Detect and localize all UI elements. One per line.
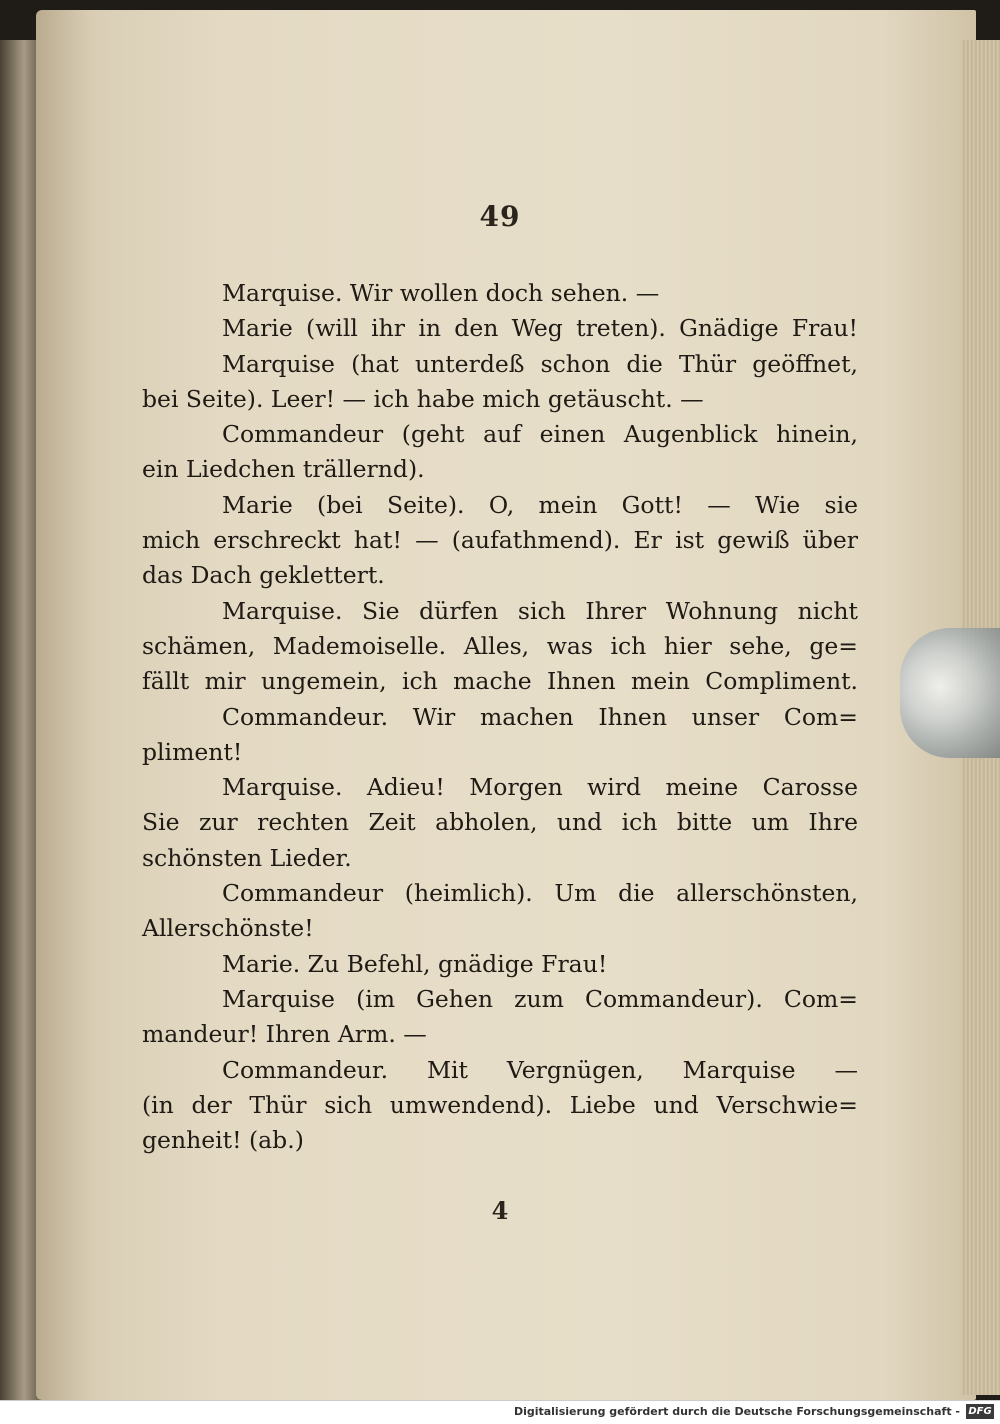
text-line: Marquise. Sie dürfen sich Ihrer Wohnung nicht (222, 596, 858, 625)
text-line: Commandeur. Wir machen Ihnen unser Com= (222, 702, 858, 731)
body-text (142, 276, 858, 1158)
signature-mark: 4 (491, 1196, 509, 1225)
text-line: das Dach geklettert. (142, 561, 385, 590)
text-line: ein Liedchen trällernd). (142, 455, 425, 484)
text-line: mich erschreckt hat! — (aufathmend). Er ist gewiß über (142, 526, 858, 555)
text-line: Commandeur (geht auf einen Augenblick hinein, (222, 420, 858, 449)
text-line: bei Seite). Leer! — ich habe mich getäuscht. — (142, 384, 704, 413)
text-line: Marie (will ihr in den Weg treten). Gnädige Frau! (222, 314, 858, 343)
footer-credit: Digitalisierung gefördert durch die Deutsche Forschungsgemeinschaft - (513, 1405, 960, 1418)
dfg-logo-icon: DFG (966, 1404, 994, 1419)
text-line: pliment! (142, 737, 243, 766)
page-number: 49 (479, 200, 521, 233)
page-holder-clip (900, 628, 1000, 758)
text-line: Sie zur rechten Zeit abholen, und ich bitte um Ihre (142, 808, 858, 837)
text-line: Allerschönste! (142, 914, 314, 943)
text-line: Marquise (im Gehen zum Commandeur). Com= (222, 984, 858, 1013)
text-line: schönsten Lieder. (142, 843, 352, 872)
text-line: Marie (bei Seite). O, mein Gott! — Wie sie (222, 490, 858, 519)
text-line: schämen, Mademoiselle. Alles, was ich hier sehe, ge= (142, 631, 858, 660)
text-line: Commandeur. Mit Vergnügen, Marquise — (222, 1055, 858, 1084)
text-line: Marie. Zu Befehl, gnädige Frau! (222, 949, 608, 978)
text-line: Marquise. Wir wollen doch sehen. — (222, 279, 660, 307)
text-line: Commandeur (heimlich). Um die allerschönsten, (222, 879, 858, 908)
text-line: (in der Thür sich umwendend). Liebe und Verschwie= (142, 1090, 858, 1119)
text-line: fällt mir ungemein, ich mache Ihnen mein Compliment. (142, 667, 858, 696)
text-line: Marquise (hat unterdeß schon die Thür geöffnet, (222, 349, 858, 378)
digitization-footer (0, 1400, 1000, 1424)
text-line: mandeur! Ihren Arm. — (142, 1020, 427, 1049)
text-line: genheit! (ab.) (142, 1126, 304, 1155)
text-line: Marquise. Adieu! Morgen wird meine Carosse (222, 773, 858, 802)
